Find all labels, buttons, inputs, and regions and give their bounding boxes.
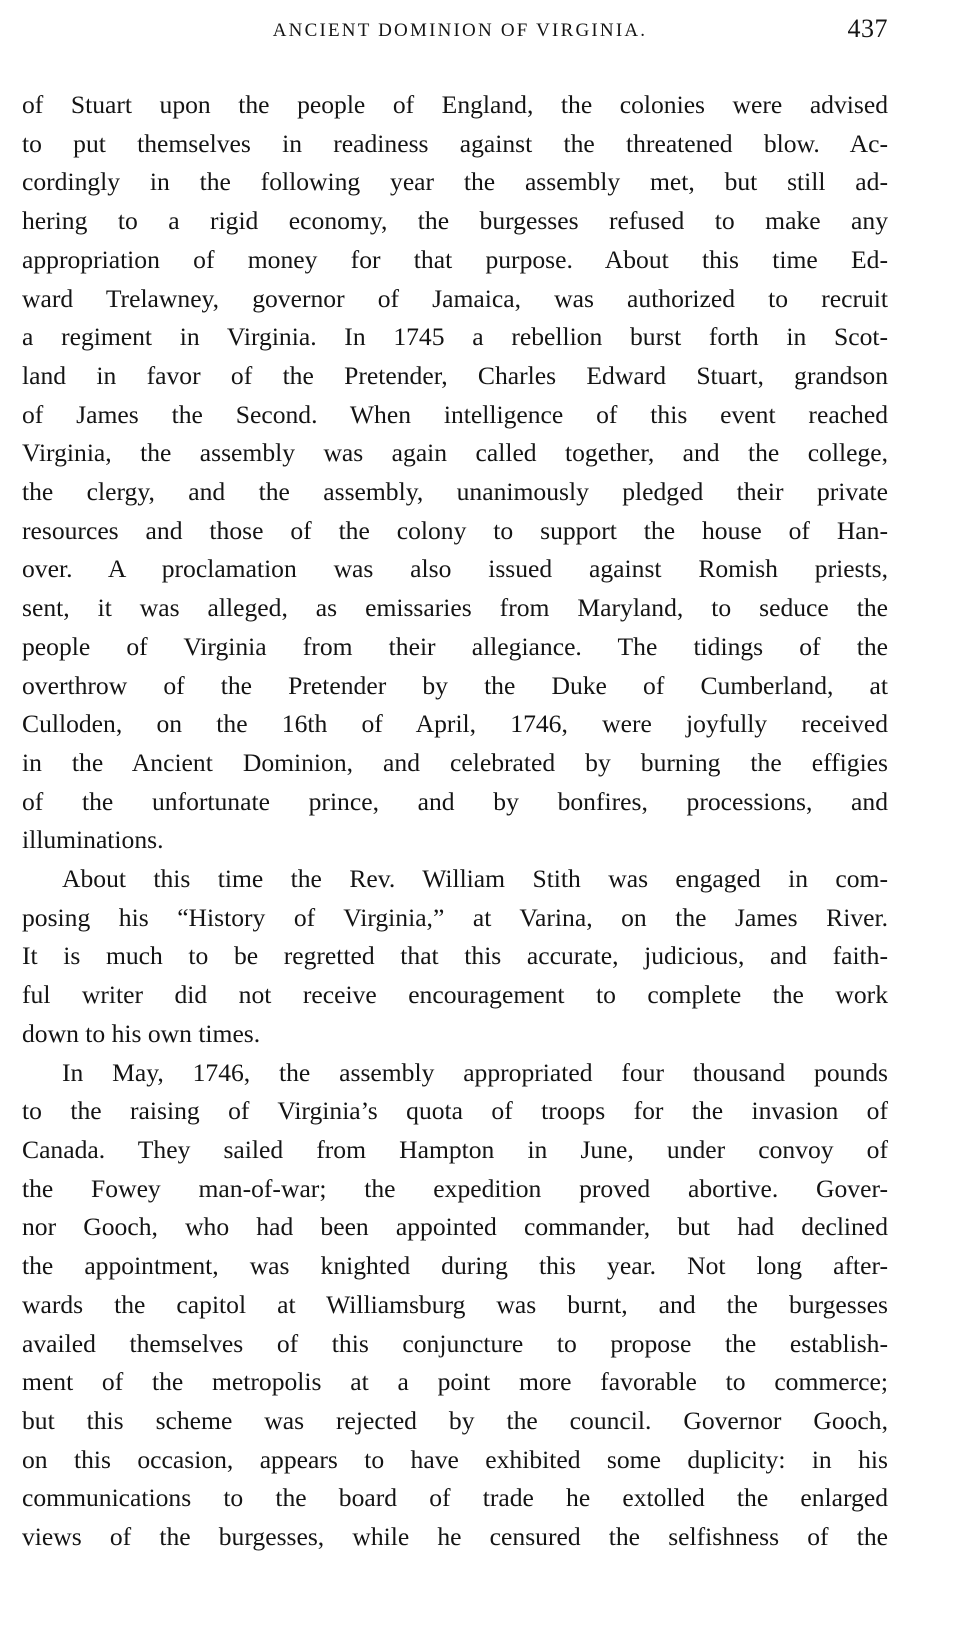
text-line: the Fowey man-of-war; the expedition proved abortive. Gover-	[22, 1173, 888, 1203]
text-line: illuminations.	[22, 825, 164, 855]
text-line: communications to the board of trade he extolled the enlarged	[22, 1483, 888, 1513]
text-line: hering to a rigid economy, the burgesses refused to make any	[22, 206, 888, 236]
text-line: views of the burgesses, while he censured the selfishness of the	[22, 1522, 888, 1552]
text-line: down to his own times.	[22, 1018, 261, 1048]
text-line: on this occasion, appears to have exhibited some duplicity: in his	[22, 1444, 888, 1474]
text-line: in the Ancient Dominion, and celebrated by burning the effigies	[22, 747, 888, 777]
text-line: the clergy, and the assembly, unanimously pledged their private	[22, 477, 888, 507]
text-line: Virginia, the assembly was again called together, and the college,	[22, 438, 888, 468]
text-line: sent, it was alleged, as emissaries from Maryland, to seduce the	[22, 593, 888, 623]
text-line: nor Gooch, who had been appointed commander, but had declined	[22, 1212, 888, 1242]
text-line: a regiment in Virginia. In 1745 a rebellion burst forth in Scot-	[22, 322, 888, 352]
text-line: of James the Second. When intelligence of this event reached	[22, 399, 888, 429]
text-line: overthrow of the Pretender by the Duke of Cumberland, at	[22, 670, 888, 700]
text-line: of Stuart upon the people of England, the colonies were advised	[22, 90, 888, 119]
text-line: to put themselves in readiness against the threatened blow. Ac-	[22, 128, 888, 158]
text-line: appropriation of money for that purpose. About this time Ed-	[22, 244, 888, 274]
text-line: posing his “History of Virginia,” at Varina, on the James River.	[22, 902, 888, 932]
text-line: land in favor of the Pretender, Charles Edward Stuart, grandson	[22, 360, 888, 390]
text-line: resources and those of the colony to support the house of Han-	[22, 515, 888, 545]
text-line: Culloden, on the 16th of April, 1746, were joyfully received	[22, 709, 888, 739]
running-title: ANCIENT DOMINION OF VIRGINIA.	[272, 20, 648, 41]
text-line: people of Virginia from their allegiance. The tidings of the	[22, 631, 888, 661]
running-head	[22, 14, 888, 50]
text-line: of the unfortunate prince, and by bonfires, processions, and	[22, 786, 888, 816]
text-line: to the raising of Virginia’s quota of troops for the invasion of	[22, 1096, 888, 1126]
text-line: wards the capitol at Williamsburg was burnt, and the burgesses	[22, 1289, 888, 1319]
text-line: Canada. They sailed from Hampton in June, under convoy of	[22, 1134, 888, 1164]
text-line: In May, 1746, the assembly appropriated four thousand pounds	[62, 1057, 888, 1087]
text-line: the appointment, was knighted during this year. Not long after-	[22, 1251, 888, 1281]
paragraph-stith-history	[22, 860, 888, 1054]
text-line: ful writer did not receive encouragement to complete the work	[22, 980, 888, 1010]
text-line: ward Trelawney, governor of Jamaica, was authorized to recruit	[22, 283, 888, 313]
text-line: over. A proclamation was also issued against Romish priests,	[22, 554, 888, 584]
text-line: availed themselves of this conjuncture to propose the establish-	[22, 1328, 888, 1358]
page-number: 437	[847, 14, 888, 43]
text-line: About this time the Rev. William Stith was engaged in com-	[62, 864, 888, 894]
text-line: It is much to be regretted that this accurate, judicious, and faith-	[22, 941, 888, 971]
text-line: ment of the metropolis at a point more favorable to commerce;	[22, 1367, 888, 1397]
paragraph-canada-expedition	[22, 1054, 888, 1557]
paragraph-stuart-rebellion	[22, 86, 888, 860]
body-text	[22, 86, 888, 1557]
text-line: but this scheme was rejected by the council. Governor Gooch,	[22, 1405, 888, 1435]
text-line: cordingly in the following year the assembly met, but still ad-	[22, 167, 888, 197]
